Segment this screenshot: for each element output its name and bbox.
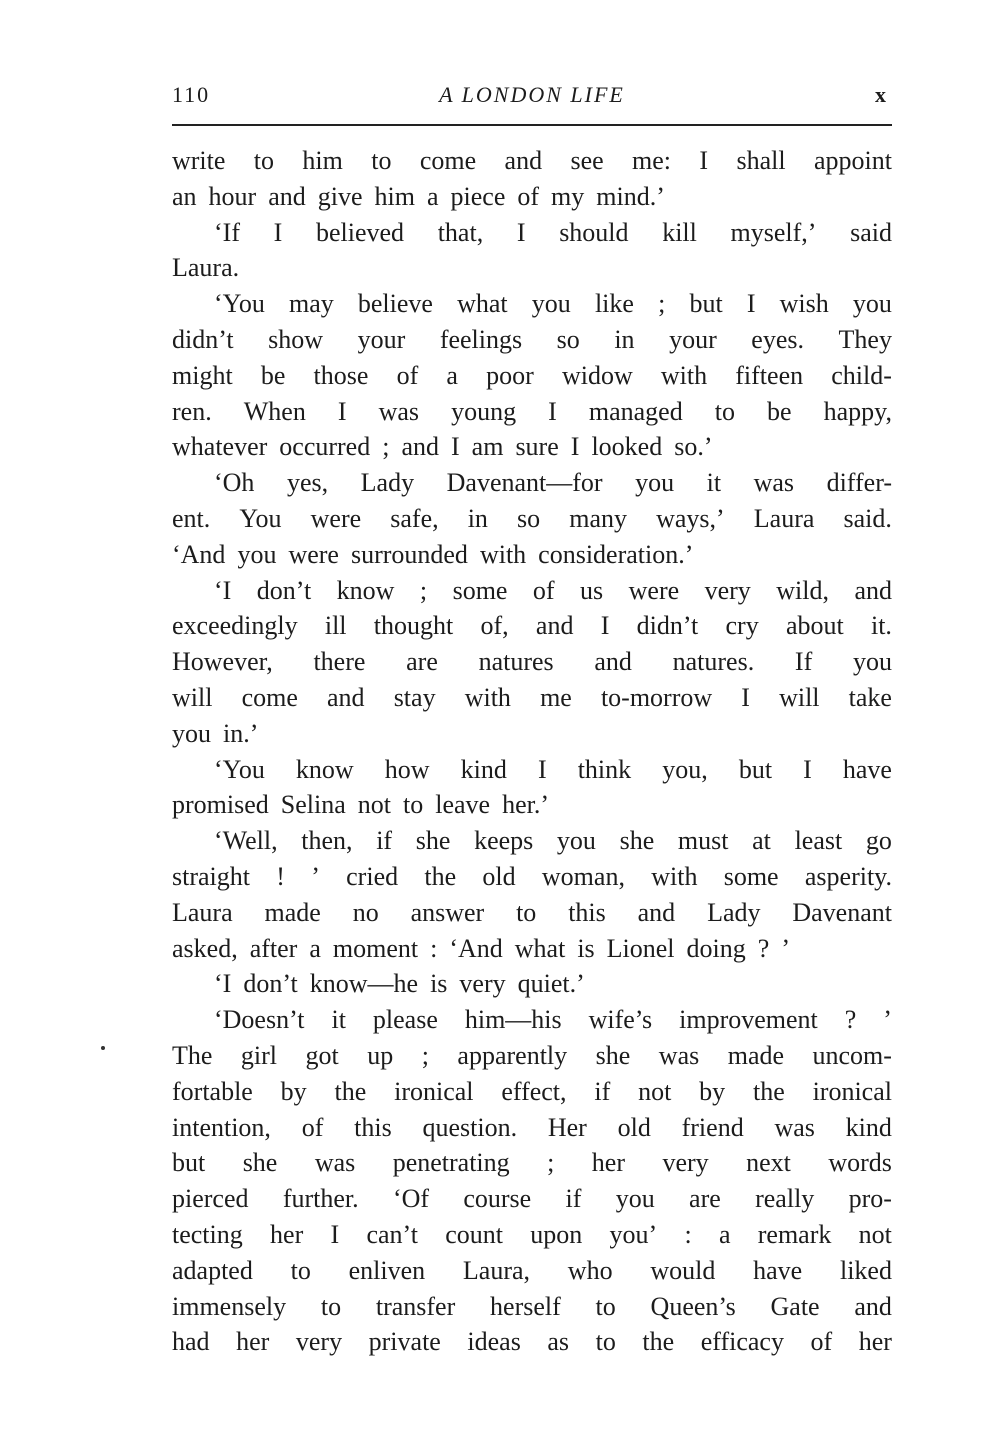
text-line: However, there are natures and natures. If you (172, 647, 892, 677)
running-title: A LONDON LIFE (439, 82, 625, 107)
text-line: pierced further. ‘Of course if you are really pro- (172, 1184, 892, 1214)
text-line: ‘Oh yes, Lady Davenant—for you it was differ- (214, 468, 892, 498)
header-rule (172, 124, 892, 126)
text-line: but she was penetrating ; her very next words (172, 1148, 892, 1178)
text-line: write to him to come and see me: I shall appoint (172, 146, 892, 175)
body-text (172, 143, 892, 1360)
text-line: ‘If I believed that, I should kill myself,’ said (214, 217, 892, 247)
text-line: you in.’ (172, 718, 259, 748)
chapter-number: x (875, 82, 888, 107)
text-line: Laura. (172, 253, 240, 283)
text-line: Laura made no answer to this and Lady Davenant (172, 897, 892, 927)
text-line: an hour and give him a piece of my mind.’ (172, 181, 665, 211)
text-line: straight ! ’ cried the old woman, with some asperity. (172, 861, 892, 891)
text-line: whatever occurred ; and I am sure I looked so.’ (172, 432, 713, 462)
text-line: ‘I don’t know ; some of us were very wild, and (214, 575, 892, 605)
text-line: ‘You may believe what you like ; but I wish you (214, 289, 892, 319)
text-line: immensely to transfer herself to Queen’s Gate and (172, 1291, 892, 1321)
text-line: intention, of this question. Her old friend was kind (172, 1112, 892, 1142)
text-line: fortable by the ironical effect, if not by the ironical (172, 1076, 892, 1106)
page-number: 110 (172, 82, 211, 107)
text-line: asked, after a moment : ‘And what is Lionel doing ? ’ (172, 933, 790, 963)
text-line: ent. You were safe, in so many ways,’ Laura said. (172, 503, 892, 533)
text-line: ‘You know how kind I think you, but I have (214, 754, 892, 784)
text-line: ‘And you were surrounded with consideration.’ (172, 539, 694, 569)
running-head (172, 78, 892, 112)
text-line: ‘Doesn’t it please him—his wife’s improvement ? ’ (214, 1005, 892, 1035)
text-line: ‘I don’t know—he is very quiet.’ (214, 969, 585, 999)
text-line: adapted to enliven Laura, who would have liked (172, 1255, 892, 1285)
text-line: exceedingly ill thought of, and I didn’t cry about it. (172, 611, 892, 641)
text-line: didn’t show your feelings so in your eyes. They (172, 324, 892, 354)
text-line: might be those of a poor widow with fifteen child- (172, 360, 892, 390)
text-line: will come and stay with me to-morrow I will take (172, 682, 892, 712)
text-line: ren. When I was young I managed to be happy, (172, 396, 892, 426)
text-line: tecting her I can’t count upon you’ : a remark not (172, 1219, 892, 1249)
text-line: ‘Well, then, if she keeps you she must at least go (214, 826, 892, 856)
text-line: The girl got up ; apparently she was made uncom- (172, 1040, 892, 1070)
margin-speck (101, 1046, 105, 1050)
text-line: promised Selina not to leave her.’ (172, 790, 549, 820)
text-line: had her very private ideas as to the efficacy of her (172, 1327, 892, 1357)
